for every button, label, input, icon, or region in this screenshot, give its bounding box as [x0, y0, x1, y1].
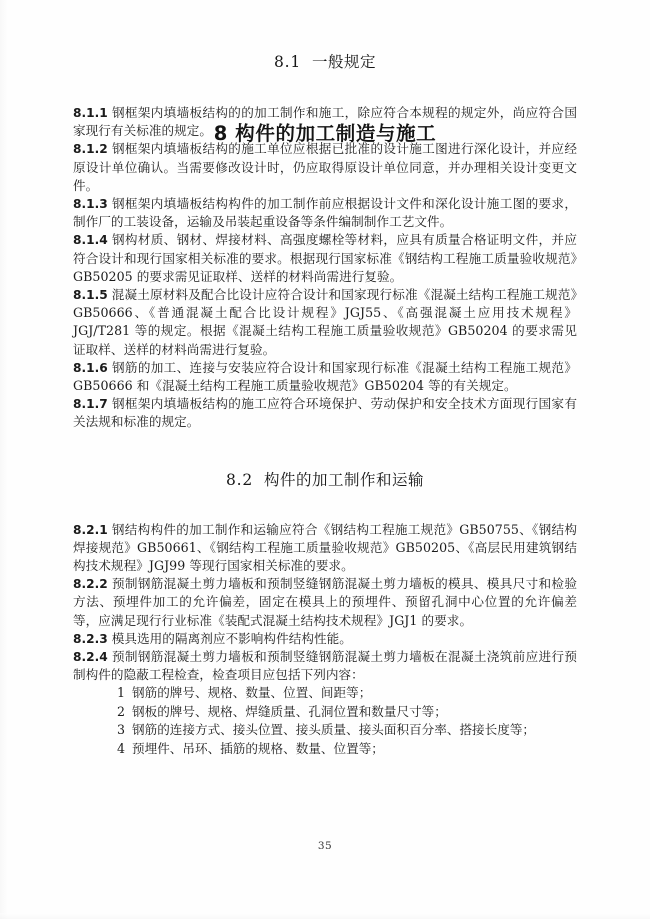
clause-list-8-2 [73, 521, 577, 758]
clause-8-1-1 [73, 104, 577, 140]
clause-8-2-4 [73, 648, 577, 684]
spacer-before-8-2-title [73, 432, 577, 468]
clause-text: 模具选用的隔离剂应不影响构件结构性能。 [111, 630, 352, 646]
clause-number: 8.2.4 [73, 650, 108, 665]
clause-number: 8.1.7 [73, 397, 108, 412]
clause-8-1-2 [73, 140, 577, 195]
clause-8-1-3 [73, 195, 577, 231]
sub-item-2 [73, 703, 577, 721]
clause-8-1-5 [73, 286, 577, 359]
clause-number: 8.2.3 [73, 631, 108, 646]
page-number: 35 [317, 840, 333, 852]
sub-item-text: 钢筋的牌号、规格、数量、位置、间距等； [132, 685, 372, 701]
sub-item-text: 钢板的牌号、规格、焊缝质量、孔洞位置和数量尺寸等； [132, 703, 447, 719]
sub-item-text: 钢筋的连接方式、接头位置、接头质量、接头面积百分率、搭接长度等； [132, 722, 536, 738]
sub-item-index: 4 [117, 740, 126, 756]
clause-number: 8.1.1 [73, 106, 108, 120]
clause-8-1-7 [73, 395, 577, 431]
clause-text: 钢框架内填墙板结构的施工应符合环境保护、劳动保护和安全技术方面现行国家有关法规和标准的规定。 [73, 396, 577, 430]
clause-text: 钢构材质、钢材、焊接材料、高强度螺栓等材料，应具有质量合格证明文件，并应符合设计和现行国家相关标准的要求。根据现行国家标准《钢结构工程施工质量验收规范》GB50205 的要求需见证取样、送样的材料尚需进行复验。 [73, 232, 577, 284]
clause-8-1-6 [73, 359, 577, 395]
clause-list-8-1 [73, 104, 577, 432]
clause-text: 钢筋的加工、连接与安装应符合设计和国家现行标准《混凝土结构工程施工规范》GB50666 和《混凝土结构工程施工质量验收规范》GB50204 等的有关规定。 [73, 359, 577, 394]
sub-item-index: 2 [117, 703, 126, 719]
clause-text: 钢结构构件的加工制作和运输应符合《钢结构工程施工规范》GB50755、《钢结构焊接规范》GB50661、《钢结构工程施工质量验收规范》GB50205、《高层民用建筑钢结构技术规程》JGJ99 等现行国家相关标准的要求。 [73, 521, 577, 574]
clause-number: 8.1.6 [73, 360, 108, 375]
scan-edge-bottom [0, 913, 650, 919]
clause-number: 8.2.1 [73, 522, 108, 537]
clause-number: 8.1.3 [73, 197, 108, 212]
section-number-8-2: 8.2 [225, 470, 254, 489]
section-title-text-8-2: 构件的加工制作和运输 [264, 470, 425, 489]
sub-item-text: 预埋件、吊环、插筋的规格、数量、位置等； [132, 740, 384, 756]
clause-text: 混凝土原材料及配合比设计应符合设计和国家现行标准《混凝土结构工程施工规范》GB50666、《普通混凝土配合比设计规程》JGJ55、《高强混凝土应用技术规程》JGJ/T281 等的规定。根据《混凝土结构工程施工质量验收规范》GB50204 的要求需见证取样、送样的材料尚需进行复验。 [73, 287, 577, 357]
section-title-text-8-1: 一般规定 [312, 53, 377, 71]
spacer-before-8-2-body [73, 490, 577, 521]
sub-item-1 [73, 684, 577, 702]
sub-item-list-8-2-4 [73, 684, 577, 758]
section-heading-8-1 [73, 0, 577, 72]
clause-number: 8.1.2 [73, 142, 108, 157]
section-number-8-1: 8.1 [273, 53, 302, 71]
page-content [73, 0, 577, 758]
section-heading-8-2 [73, 468, 577, 490]
clause-8-2-2 [73, 575, 577, 630]
clause-number: 8.2.2 [73, 577, 108, 592]
sub-item-index: 1 [117, 685, 126, 701]
chapter-title: 8 构件的加工制造与施工 [213, 122, 437, 145]
spacer-before-8-1-body [73, 72, 577, 104]
clause-text: 钢框架内填墙板结构的施工单位应根据已批准的设计施工图进行深化设计，并应经原设计单位确认。当需要修改设计时，仍应取得原设计单位同意，并办理相关设计变更文件。 [73, 141, 577, 193]
clause-number: 8.1.5 [73, 288, 108, 303]
clause-text: 钢框架内填墙板结构构件的加工制作前应根据设计文件和深化设计施工图的要求，制作厂的工装设备，运输及吊装起重设备等条件编制制作工艺文件。 [73, 196, 577, 230]
clause-text: 预制钢筋混凝土剪力墙板和预制竖缝钢筋混凝土剪力墙板的模具、模具尺寸和检验方法、预埋件加工的允许偏差，固定在模具上的预埋件、预留孔洞中心位置的允许偏差等，应满足现行行业标准《装配式混凝土结构技术规程》JGJ1 的要求。 [73, 576, 577, 628]
clause-8-2-3 [73, 630, 577, 648]
clause-8-2-1 [73, 521, 577, 576]
clause-number: 8.1.4 [73, 233, 108, 248]
clause-8-1-4 [73, 231, 577, 286]
clause-text: 预制钢筋混凝土剪力墙板和预制竖缝钢筋混凝土剪力墙板在混凝土浇筑前应进行预制构件的隐蔽工程检查，检查项目应包括下列内容： [73, 649, 577, 683]
sub-item-4 [73, 740, 577, 758]
sub-item-index: 3 [117, 722, 126, 738]
sub-item-3 [73, 721, 577, 739]
clause-text: 钢框架内填墙板结构的的加工制作和施工，除应符合本规程的规定外，尚应符合国家现行有关标准的规定。 [73, 105, 577, 139]
